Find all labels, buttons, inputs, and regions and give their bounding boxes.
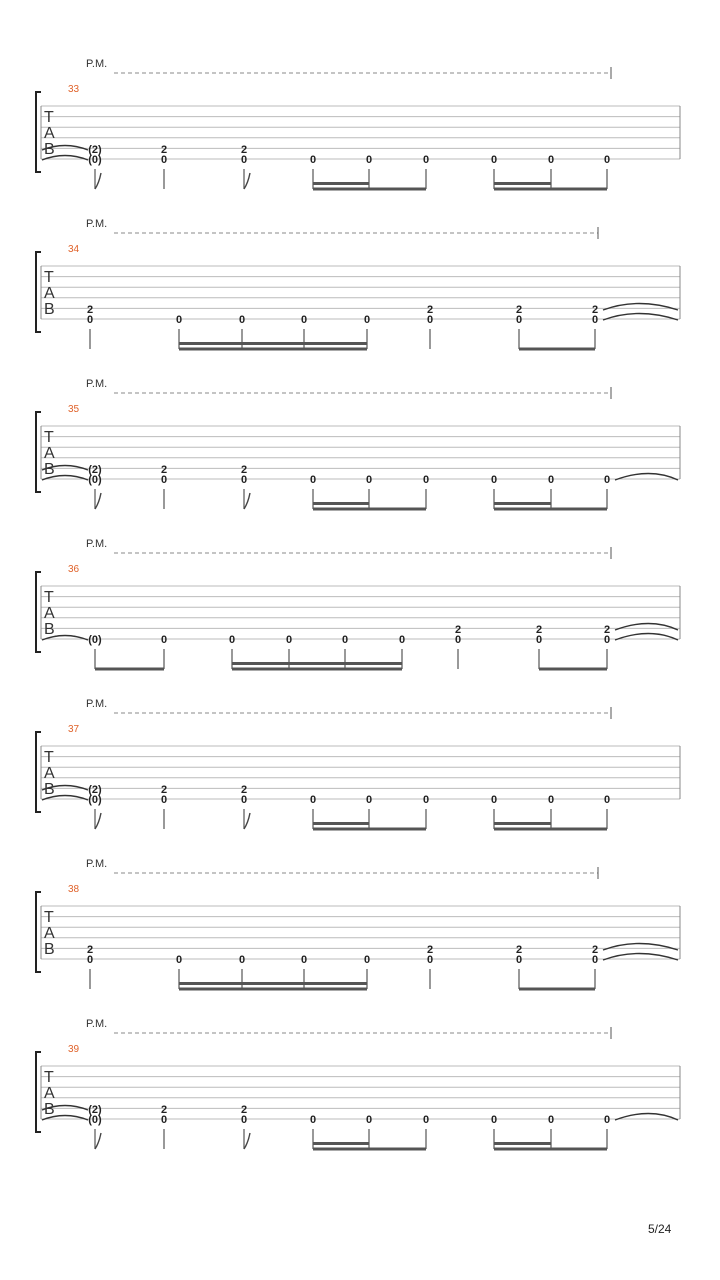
fret-number: 0: [309, 474, 317, 486]
fret-number: (2): [88, 1104, 102, 1116]
fret-number: 0: [515, 314, 523, 326]
tab-clef-t: T: [44, 1069, 54, 1086]
fret-number: 0: [238, 314, 246, 326]
beam-secondary: [313, 822, 369, 825]
note: [516, 304, 522, 349]
fret-number: 0: [240, 1114, 248, 1126]
fret-number: 0: [300, 954, 308, 966]
note-flag: [244, 1133, 250, 1149]
fret-number: 2: [240, 784, 248, 796]
note-flag: [244, 173, 250, 189]
system-bracket: [36, 892, 41, 972]
system-bracket: [36, 732, 41, 812]
fret-number: 0: [515, 954, 523, 966]
fret-number: 0: [365, 154, 373, 166]
note: [88, 144, 102, 189]
beam-secondary: [494, 182, 551, 185]
beam-secondary: [494, 822, 551, 825]
fret-number: 0: [240, 794, 248, 806]
fret-number: 0: [160, 1114, 168, 1126]
fret-number: 0: [300, 314, 308, 326]
note: [423, 1114, 429, 1149]
tab-clef-a: A: [44, 605, 55, 622]
system-bracket: [36, 1052, 41, 1132]
note: [604, 474, 610, 509]
note-flag: [95, 1133, 101, 1149]
note: [88, 464, 102, 509]
fret-number: 2: [240, 144, 248, 156]
fret-number: 2: [86, 304, 94, 316]
system-bracket: [36, 412, 41, 492]
fret-number: 0: [160, 154, 168, 166]
fret-number: 2: [160, 464, 168, 476]
tab-system-36: [36, 538, 680, 671]
fret-number: 0: [422, 474, 430, 486]
fret-number: (0): [88, 634, 102, 646]
note: [161, 1104, 167, 1149]
fret-number: 0: [603, 474, 611, 486]
fret-number: 2: [240, 1104, 248, 1116]
note: [592, 304, 598, 349]
fret-number: 0: [309, 154, 317, 166]
note: [427, 304, 433, 349]
fret-number: 0: [365, 474, 373, 486]
fret-number: 0: [238, 954, 246, 966]
note: [536, 624, 542, 669]
fret-number: 2: [426, 944, 434, 956]
tab-system-39: [36, 1018, 680, 1151]
fret-number: (0): [88, 794, 102, 806]
fret-number: 0: [86, 314, 94, 326]
beam: [494, 188, 607, 191]
fret-number: 0: [547, 474, 555, 486]
fret-number: 0: [363, 954, 371, 966]
note: [423, 474, 429, 509]
note: [241, 144, 250, 189]
fret-number: 0: [228, 634, 236, 646]
tab-clef-a: A: [44, 1085, 55, 1102]
beam: [494, 508, 607, 511]
fret-number: 0: [175, 954, 183, 966]
tab-clef-a: A: [44, 925, 55, 942]
fret-number: 0: [454, 634, 462, 646]
beam: [519, 348, 595, 351]
beam: [232, 668, 402, 671]
fret-number: 0: [160, 634, 168, 646]
fret-number: 0: [490, 794, 498, 806]
note: [241, 464, 250, 509]
fret-number: (2): [88, 144, 102, 156]
note: [604, 1114, 610, 1149]
fret-number: 0: [341, 634, 349, 646]
measure-number: 36: [68, 564, 80, 575]
beam-secondary: [232, 662, 402, 665]
fret-number: 0: [309, 794, 317, 806]
fret-number: 0: [490, 154, 498, 166]
fret-number: 0: [160, 474, 168, 486]
note-flag: [244, 493, 250, 509]
system-bracket: [36, 252, 41, 332]
palm-mute-label: P.M.: [86, 58, 108, 70]
beam: [519, 988, 595, 991]
fret-number: (0): [88, 474, 102, 486]
palm-mute-label: P.M.: [86, 378, 108, 390]
fret-number: 0: [426, 314, 434, 326]
tab-clef-t: T: [44, 429, 54, 446]
fret-number: 2: [515, 944, 523, 956]
note: [88, 1104, 102, 1149]
fret-number: (2): [88, 784, 102, 796]
palm-mute-label: P.M.: [86, 218, 108, 230]
palm-mute-label: P.M.: [86, 1018, 108, 1030]
fret-number: 0: [426, 954, 434, 966]
note: [241, 784, 250, 829]
tab-clef-b: B: [44, 1101, 55, 1118]
fret-number: 2: [591, 304, 599, 316]
fret-number: 0: [363, 314, 371, 326]
measure-number: 34: [68, 244, 80, 255]
fret-number: 0: [175, 314, 183, 326]
note: [87, 304, 93, 349]
fret-number: 0: [240, 474, 248, 486]
fret-number: 0: [603, 794, 611, 806]
measure-number: 39: [68, 1044, 80, 1055]
beam-secondary: [179, 342, 367, 345]
beam-secondary: [313, 502, 369, 505]
note: [592, 944, 598, 989]
measure-number: 35: [68, 404, 80, 415]
fret-number: 2: [591, 944, 599, 956]
tab-clef-b: B: [44, 141, 55, 158]
note: [87, 944, 93, 989]
fret-number: (0): [88, 154, 102, 166]
tab-clef-b: B: [44, 461, 55, 478]
tab-clef-b: B: [44, 941, 55, 958]
tab-clef-t: T: [44, 589, 54, 606]
note: [604, 624, 610, 669]
tab-system-35: [36, 378, 680, 511]
fret-number: (2): [88, 464, 102, 476]
beam: [179, 988, 367, 991]
palm-mute-label: P.M.: [86, 698, 108, 710]
system-bracket: [36, 92, 41, 172]
palm-mute-label: P.M.: [86, 858, 108, 870]
beam: [95, 668, 164, 671]
note: [161, 784, 167, 829]
measure-number: 38: [68, 884, 80, 895]
tab-clef-t: T: [44, 109, 54, 126]
note: [427, 944, 433, 989]
tab-clef-a: A: [44, 285, 55, 302]
fret-number: 0: [547, 154, 555, 166]
fret-number: 2: [515, 304, 523, 316]
fret-number: 2: [454, 624, 462, 636]
fret-number: 0: [422, 1114, 430, 1126]
fret-number: 2: [160, 1104, 168, 1116]
note: [161, 464, 167, 509]
beam: [313, 188, 426, 191]
note-flag: [95, 173, 101, 189]
tab-clef-t: T: [44, 269, 54, 286]
tab-system-34: [36, 218, 680, 351]
fret-number: 0: [309, 1114, 317, 1126]
fret-number: 2: [160, 144, 168, 156]
note: [604, 794, 610, 829]
tie-out: [603, 944, 678, 951]
note: [241, 1104, 250, 1149]
tab-system-33: [36, 58, 680, 191]
fret-number: 0: [547, 794, 555, 806]
fret-number: 0: [398, 634, 406, 646]
fret-number: 0: [591, 954, 599, 966]
beam-secondary: [313, 182, 369, 185]
beam-secondary: [179, 982, 367, 985]
note: [516, 944, 522, 989]
note: [161, 144, 167, 189]
tab-clef-b: B: [44, 301, 55, 318]
beam: [313, 1148, 426, 1151]
beam-secondary: [494, 1142, 551, 1145]
note-flag: [95, 813, 101, 829]
tab-clef-b: B: [44, 621, 55, 638]
fret-number: 2: [535, 624, 543, 636]
fret-number: 0: [365, 794, 373, 806]
beam-secondary: [494, 502, 551, 505]
system-bracket: [36, 572, 41, 652]
note: [161, 634, 167, 669]
note: [88, 784, 102, 829]
beam: [539, 668, 607, 671]
fret-number: 0: [285, 634, 293, 646]
measure-number: 37: [68, 724, 80, 735]
note: [423, 794, 429, 829]
fret-number: 0: [535, 634, 543, 646]
tie-out: [615, 624, 678, 631]
fret-number: 0: [240, 154, 248, 166]
fret-number: 2: [86, 944, 94, 956]
note: [455, 624, 461, 669]
note: [423, 154, 429, 189]
tab-clef-t: T: [44, 749, 54, 766]
measure-number: 33: [68, 84, 80, 95]
tab-clef-a: A: [44, 765, 55, 782]
tab-system-37: [36, 698, 680, 831]
fret-number: 2: [426, 304, 434, 316]
note-flag: [244, 813, 250, 829]
tab-clef-b: B: [44, 781, 55, 798]
fret-number: 0: [422, 794, 430, 806]
beam-secondary: [313, 1142, 369, 1145]
tab-clef-a: A: [44, 445, 55, 462]
fret-number: 0: [603, 154, 611, 166]
fret-number: 0: [365, 1114, 373, 1126]
note: [604, 154, 610, 189]
tab-clef-t: T: [44, 909, 54, 926]
note-flag: [95, 493, 101, 509]
fret-number: 0: [603, 634, 611, 646]
fret-number: 0: [490, 474, 498, 486]
fret-number: 2: [603, 624, 611, 636]
page-number: 5/24: [648, 1222, 672, 1236]
beam: [313, 828, 426, 831]
fret-number: (0): [88, 1114, 102, 1126]
fret-number: 0: [86, 954, 94, 966]
tab-system-38: [36, 858, 680, 991]
fret-number: 2: [240, 464, 248, 476]
fret-number: 0: [160, 794, 168, 806]
beam: [313, 508, 426, 511]
note: [88, 634, 102, 669]
beam: [179, 348, 367, 351]
fret-number: 2: [160, 784, 168, 796]
beam: [494, 828, 607, 831]
fret-number: 0: [591, 314, 599, 326]
palm-mute-label: P.M.: [86, 538, 108, 550]
fret-number: 0: [547, 1114, 555, 1126]
tie-out: [603, 304, 678, 311]
tab-clef-a: A: [44, 125, 55, 142]
fret-number: 0: [603, 1114, 611, 1126]
beam: [494, 1148, 607, 1151]
fret-number: 0: [422, 154, 430, 166]
fret-number: 0: [490, 1114, 498, 1126]
